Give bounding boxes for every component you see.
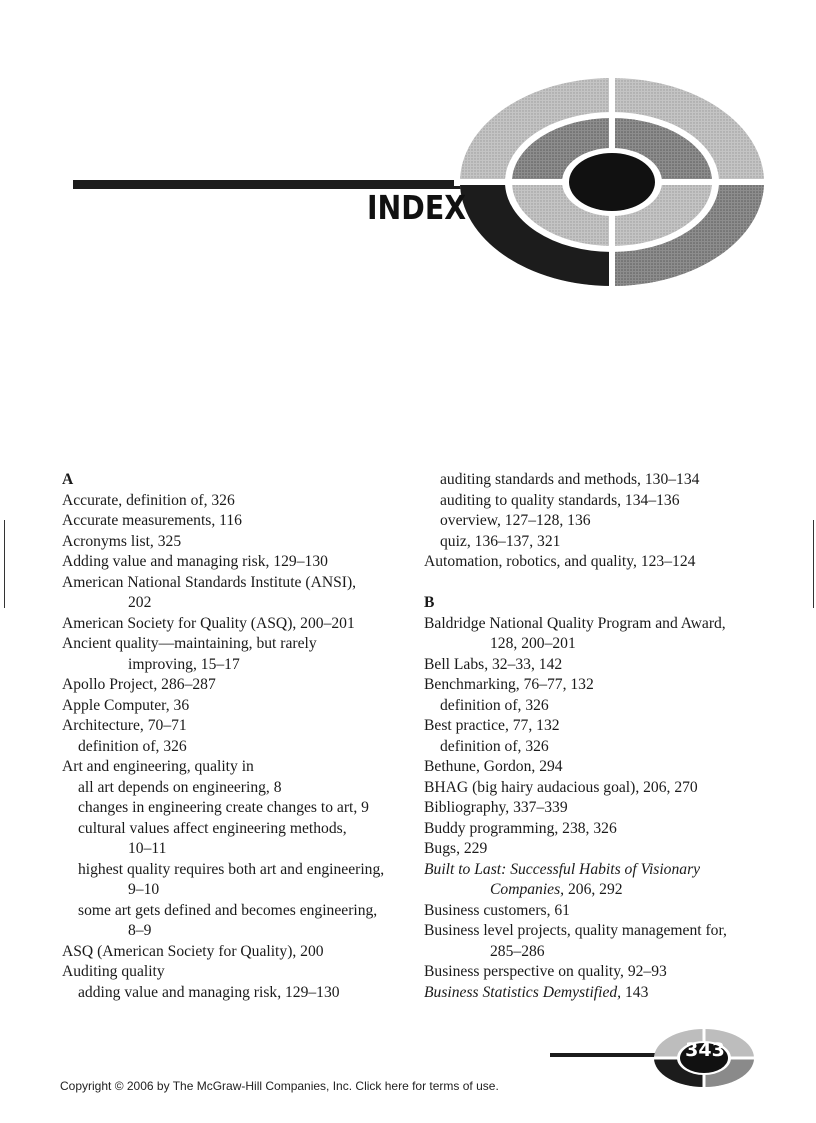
crop-mark-left [4, 520, 5, 608]
index-entry-continuation [424, 880, 764, 901]
index-subentry: adding value and managing risk, 129–130 [78, 983, 340, 1001]
index-subentry: quiz, 136–137, 321 [440, 532, 561, 550]
index-entry: Bell Labs, 32–33, 142 [424, 655, 563, 673]
index-entry: Adding value and managing risk, 129–130 [62, 553, 328, 570]
index-subentry: definition of, 326 [78, 737, 187, 755]
index-entry: American National Standards Institute (ANSI), [62, 573, 357, 591]
index-entry-continuation: 10–11 [128, 840, 167, 857]
page-refs: 143 [621, 983, 649, 1001]
index-subentry: changes in engineering create changes to art, 9 [78, 799, 369, 816]
index-entry: Apollo Project, 286–287 [62, 676, 216, 693]
index-entry: Acronyms list, 325 [62, 532, 182, 550]
index-entry: Bugs, 229 [424, 840, 488, 857]
index-entry-continuation: 285–286 [490, 942, 545, 960]
index-subentry: all art depends on engineering, 8 [78, 778, 282, 796]
index-entry-continuation: 202 [128, 594, 152, 611]
index-entry: Art and engineering, quality in [62, 758, 254, 775]
index-column-left [62, 470, 407, 1003]
index-entry: Ancient quality—maintaining, but rarely [62, 635, 317, 652]
index-subentry: highest quality requires both art and engineering, [78, 860, 385, 878]
index-entry: Best practice, 77, 132 [424, 717, 560, 734]
index-subentry: auditing standards and methods, 130–134 [440, 471, 700, 488]
index-entry: Accurate, definition of, 326 [62, 491, 235, 509]
index-entry: Architecture, 70–71 [62, 717, 187, 734]
book-title: Business Statistics Demystified, [424, 983, 622, 1001]
index-subentry: some art gets defined and becomes engineering, [78, 901, 378, 919]
index-entry: Buddy programming, 238, 326 [424, 819, 617, 837]
index-entry: Bethune, Gordon, 294 [424, 758, 563, 775]
index-subentry: cultural values affect engineering methods, [78, 819, 347, 837]
index-entry: Bibliography, 337–339 [424, 799, 568, 816]
index-entry-continuation: 128, 200–201 [490, 635, 576, 652]
index-entry-book-title: Built to Last: Successful Habits of Visionary [424, 860, 701, 878]
index-letter: A [62, 471, 74, 488]
page-refs: 206, 292 [564, 881, 623, 898]
index-entry: Accurate measurements, 116 [62, 512, 242, 529]
index-entry-continuation: 8–9 [128, 922, 152, 939]
index-subentry: definition of, 326 [440, 696, 549, 714]
index-subentry: auditing to quality standards, 134–136 [440, 491, 680, 509]
book-title-fragment: Companies, [490, 881, 565, 898]
index-column-right [424, 470, 764, 1003]
copyright-notice: Copyright © 2006 by The McGraw-Hill Companies, Inc. Click here for terms of use. [60, 1079, 499, 1093]
index-entry-continuation: 9–10 [128, 881, 160, 898]
index-entry: Auditing quality [62, 963, 165, 980]
index-entry: Automation, robotics, and quality, 123–124 [424, 553, 696, 570]
index-entry: ASQ (American Society for Quality), 200 [62, 942, 324, 960]
index-entry: Baldridge National Quality Program and Award, [424, 614, 726, 632]
section-gap [424, 573, 764, 594]
page-title: INDEX [367, 188, 467, 227]
index-letter: B [424, 594, 435, 611]
index-entry [424, 983, 764, 1004]
index-entry: Business customers, 61 [424, 901, 570, 919]
index-subentry: definition of, 326 [440, 737, 549, 755]
index-entry: Business perspective on quality, 92–93 [424, 963, 667, 980]
index-subentry: overview, 127–128, 136 [440, 512, 591, 529]
index-entry: Benchmarking, 76–77, 132 [424, 676, 594, 693]
index-entry: Apple Computer, 36 [62, 696, 190, 714]
index-entry: BHAG (big hairy audacious goal), 206, 270 [424, 778, 698, 796]
crop-mark-right [813, 520, 814, 608]
index-entry: Business level projects, quality management for, [424, 922, 727, 939]
index-entry-continuation: improving, 15–17 [128, 655, 240, 673]
page-number: 343 [685, 1039, 725, 1061]
index-entry: American Society for Quality (ASQ), 200–201 [62, 614, 355, 632]
target-icon [454, 56, 766, 286]
